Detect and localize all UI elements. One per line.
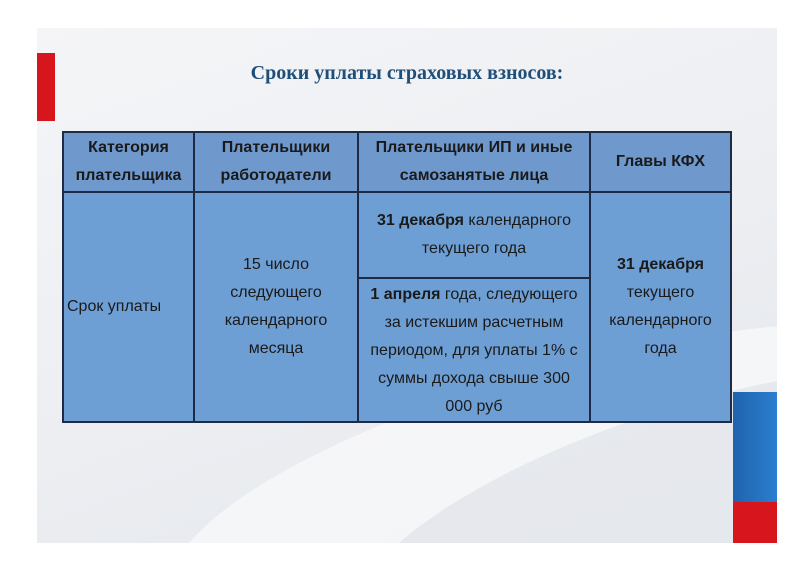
cell-ip-date-2: 1 апреля — [370, 286, 441, 303]
header-category: Категория плательщика — [63, 132, 194, 192]
header-kfh: Главы КФХ — [590, 132, 731, 192]
flag-stripe-red — [733, 502, 777, 543]
cell-employers: 15 число следующего календарного месяца — [194, 192, 358, 422]
slide-title: Сроки уплаты страховых взносов: — [250, 62, 564, 84]
cell-ip-deadline-1 — [358, 192, 590, 278]
table-header-row — [63, 132, 731, 192]
table-row — [63, 192, 731, 278]
cell-kfh — [590, 192, 731, 422]
cell-ip-text-2: года, следующего за истекшим расчетным периодом, для уплаты 1% с суммы дохода свыше 300 000 руб — [370, 286, 578, 415]
cell-kfh-date: 31 декабря — [617, 256, 704, 273]
cell-ip-text-1: календарного текущего года — [421, 212, 571, 257]
header-ip: Плательщики ИП и иные самозанятые лица — [358, 132, 590, 192]
cell-ip-deadline-2 — [358, 278, 590, 422]
flag-stripe-blue — [733, 392, 777, 502]
payment-deadlines-table — [62, 131, 732, 423]
header-employers: Плательщики работодатели — [194, 132, 358, 192]
cell-ip-date-1: 31 декабря — [377, 212, 464, 229]
cell-kfh-text: текущего календарного года — [609, 284, 712, 357]
row-label: Срок уплаты — [63, 192, 194, 422]
